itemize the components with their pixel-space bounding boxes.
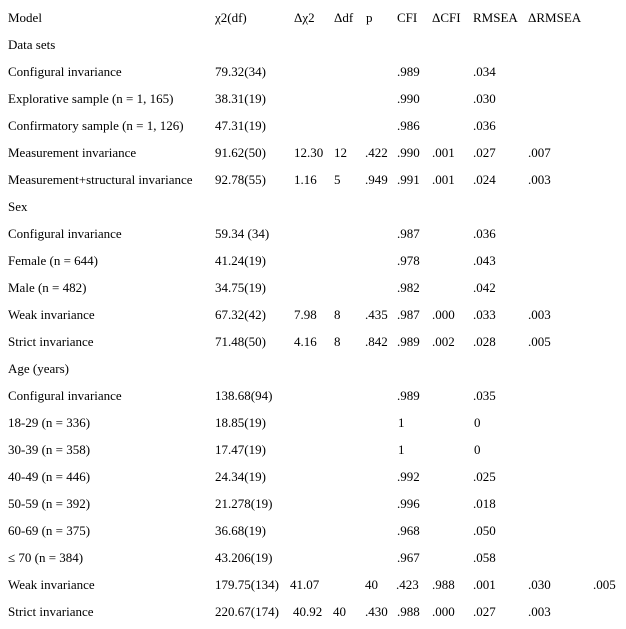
table-row — [0, 278, 626, 298]
table-cell: .430 — [365, 604, 388, 619]
table-cell: 67.32(42) — [215, 307, 266, 322]
table-cell: .989 — [397, 388, 420, 403]
table-cell: .842 — [365, 334, 388, 349]
table-cell: .027 — [473, 604, 496, 619]
table-row — [0, 575, 626, 595]
table-cell: .990 — [397, 145, 420, 160]
row-label: 60-69 (n = 375) — [8, 523, 91, 538]
table-row — [0, 305, 626, 325]
table-cell: 41.07 — [290, 577, 320, 592]
table-cell: .005 — [593, 577, 616, 592]
table-row — [0, 413, 626, 433]
row-label: 18-29 (n = 336) — [8, 415, 91, 430]
table-row — [0, 143, 626, 163]
table-cell: 34.75(19) — [215, 280, 266, 295]
table-row — [0, 116, 626, 136]
row-label: Weak invariance — [8, 307, 95, 322]
column-header-model: Model — [8, 10, 42, 25]
row-label: 40-49 (n = 446) — [8, 469, 91, 484]
table-cell: 220.67(174) — [215, 604, 279, 619]
table-cell: 36.68(19) — [215, 523, 266, 538]
table-cell: .003 — [528, 307, 551, 322]
column-header-rmsea: RMSEA — [473, 10, 518, 25]
table-cell: .986 — [397, 118, 420, 133]
table-cell: .050 — [473, 523, 496, 538]
table-header-row — [0, 8, 626, 28]
table-cell: 12.30 — [294, 145, 324, 160]
table-cell: .030 — [528, 577, 551, 592]
row-label: Weak invariance — [8, 577, 95, 592]
table-row — [0, 467, 626, 487]
table-row — [0, 602, 626, 622]
column-header-chi2: χ2(df) — [215, 10, 247, 25]
table-row — [0, 170, 626, 190]
table-cell: .030 — [473, 91, 496, 106]
table-cell: 24.34(19) — [215, 469, 266, 484]
table-cell: 43.206(19) — [215, 550, 273, 565]
table-cell: 1 — [398, 415, 405, 430]
table-cell: 0 — [474, 442, 481, 457]
table-cell: .000 — [432, 307, 455, 322]
table-cell: .003 — [528, 604, 551, 619]
table-row — [0, 62, 626, 82]
table-cell: 92.78(55) — [215, 172, 266, 187]
row-label: Configural invariance — [8, 226, 122, 241]
table-cell: .987 — [397, 226, 420, 241]
column-header-cfi: CFI — [397, 10, 418, 25]
table-cell: 59.34 (34) — [215, 226, 270, 241]
section-heading-row — [0, 35, 626, 55]
table-cell: .423 — [396, 577, 419, 592]
table-cell: 79.32(34) — [215, 64, 266, 79]
table-cell: 21.278(19) — [215, 496, 273, 511]
table-cell: .968 — [397, 523, 420, 538]
table-cell: .992 — [397, 469, 420, 484]
table-cell: 40 — [365, 577, 378, 592]
table-cell: 8 — [334, 334, 341, 349]
table-cell: .034 — [473, 64, 496, 79]
table-row — [0, 548, 626, 568]
table-cell: .991 — [397, 172, 420, 187]
row-label: Measurement invariance — [8, 145, 137, 160]
section-heading-row — [0, 359, 626, 379]
table-cell: .422 — [365, 145, 388, 160]
table-cell: 47.31(19) — [215, 118, 266, 133]
row-label: Female (n = 644) — [8, 253, 99, 268]
section-heading-row — [0, 197, 626, 217]
section-label: Data sets — [8, 37, 56, 52]
table-row — [0, 440, 626, 460]
table-cell: 40.92 — [293, 604, 323, 619]
table-row — [0, 89, 626, 109]
table-cell: 12 — [334, 145, 347, 160]
table-cell: 4.16 — [294, 334, 317, 349]
table-cell: .036 — [473, 226, 496, 241]
row-label: ≤ 70 (n = 384) — [8, 550, 84, 565]
row-label: Measurement+structural invariance — [8, 172, 193, 187]
table-cell: .028 — [473, 334, 496, 349]
row-label: Configural invariance — [8, 64, 122, 79]
table-cell: 71.48(50) — [215, 334, 266, 349]
column-header-drmsea: ΔRMSEA — [528, 10, 582, 25]
table-cell: .005 — [528, 334, 551, 349]
table-cell: .989 — [397, 64, 420, 79]
table-cell: .435 — [365, 307, 388, 322]
row-label: Male (n = 482) — [8, 280, 87, 295]
table-cell: 5 — [334, 172, 341, 187]
table-row — [0, 494, 626, 514]
table-cell: .996 — [397, 496, 420, 511]
row-label: Strict invariance — [8, 604, 94, 619]
table-cell: .033 — [473, 307, 496, 322]
table-row — [0, 332, 626, 352]
table-cell: 8 — [334, 307, 341, 322]
table-cell: .058 — [473, 550, 496, 565]
table-cell: .001 — [432, 172, 455, 187]
table-cell: 1.16 — [294, 172, 317, 187]
row-label: 30-39 (n = 358) — [8, 442, 91, 457]
table-cell: .989 — [397, 334, 420, 349]
table-cell: .036 — [473, 118, 496, 133]
table-cell: 17.47(19) — [215, 442, 266, 457]
table-cell: .967 — [397, 550, 420, 565]
row-label: Explorative sample (n = 1, 165) — [8, 91, 174, 106]
column-header-ddf: Δdf — [334, 10, 354, 25]
table-cell: .002 — [432, 334, 455, 349]
table-cell: .027 — [473, 145, 496, 160]
table-cell: 7.98 — [294, 307, 317, 322]
row-label: 50-59 (n = 392) — [8, 496, 91, 511]
table-cell: .988 — [397, 604, 420, 619]
table-cell: 179.75(134) — [215, 577, 279, 592]
column-header-dcfi: ΔCFI — [432, 10, 461, 25]
table-cell: 41.24(19) — [215, 253, 266, 268]
table-row — [0, 251, 626, 271]
table-row — [0, 521, 626, 541]
table-cell: .988 — [432, 577, 455, 592]
section-label: Age (years) — [8, 361, 69, 376]
table-cell: .990 — [397, 91, 420, 106]
table-cell: .001 — [432, 145, 455, 160]
table-cell: 18.85(19) — [215, 415, 266, 430]
table-cell: .978 — [397, 253, 420, 268]
table-cell: .000 — [432, 604, 455, 619]
row-label: Strict invariance — [8, 334, 94, 349]
row-label: Configural invariance — [8, 388, 122, 403]
column-header-p: p — [366, 10, 373, 25]
column-header-dchi2: Δχ2 — [294, 10, 315, 25]
table-cell: 0 — [474, 415, 481, 430]
table-cell: .024 — [473, 172, 496, 187]
table-cell: .018 — [473, 496, 496, 511]
table-cell: .025 — [473, 469, 496, 484]
table-cell: .987 — [397, 307, 420, 322]
table-row — [0, 224, 626, 244]
table-row — [0, 386, 626, 406]
table-cell: .982 — [397, 280, 420, 295]
table-cell: 40 — [333, 604, 346, 619]
table-cell: .007 — [528, 145, 551, 160]
table-cell: 91.62(50) — [215, 145, 266, 160]
section-label: Sex — [8, 199, 28, 214]
table-cell: .949 — [365, 172, 388, 187]
table-cell: .035 — [473, 388, 496, 403]
table-cell: .042 — [473, 280, 496, 295]
table-cell: 138.68(94) — [215, 388, 273, 403]
table-cell: .001 — [473, 577, 496, 592]
row-label: Confirmatory sample (n = 1, 126) — [8, 118, 184, 133]
table-cell: 38.31(19) — [215, 91, 266, 106]
table-cell: .003 — [528, 172, 551, 187]
table-cell: 1 — [398, 442, 405, 457]
table-cell: .043 — [473, 253, 496, 268]
